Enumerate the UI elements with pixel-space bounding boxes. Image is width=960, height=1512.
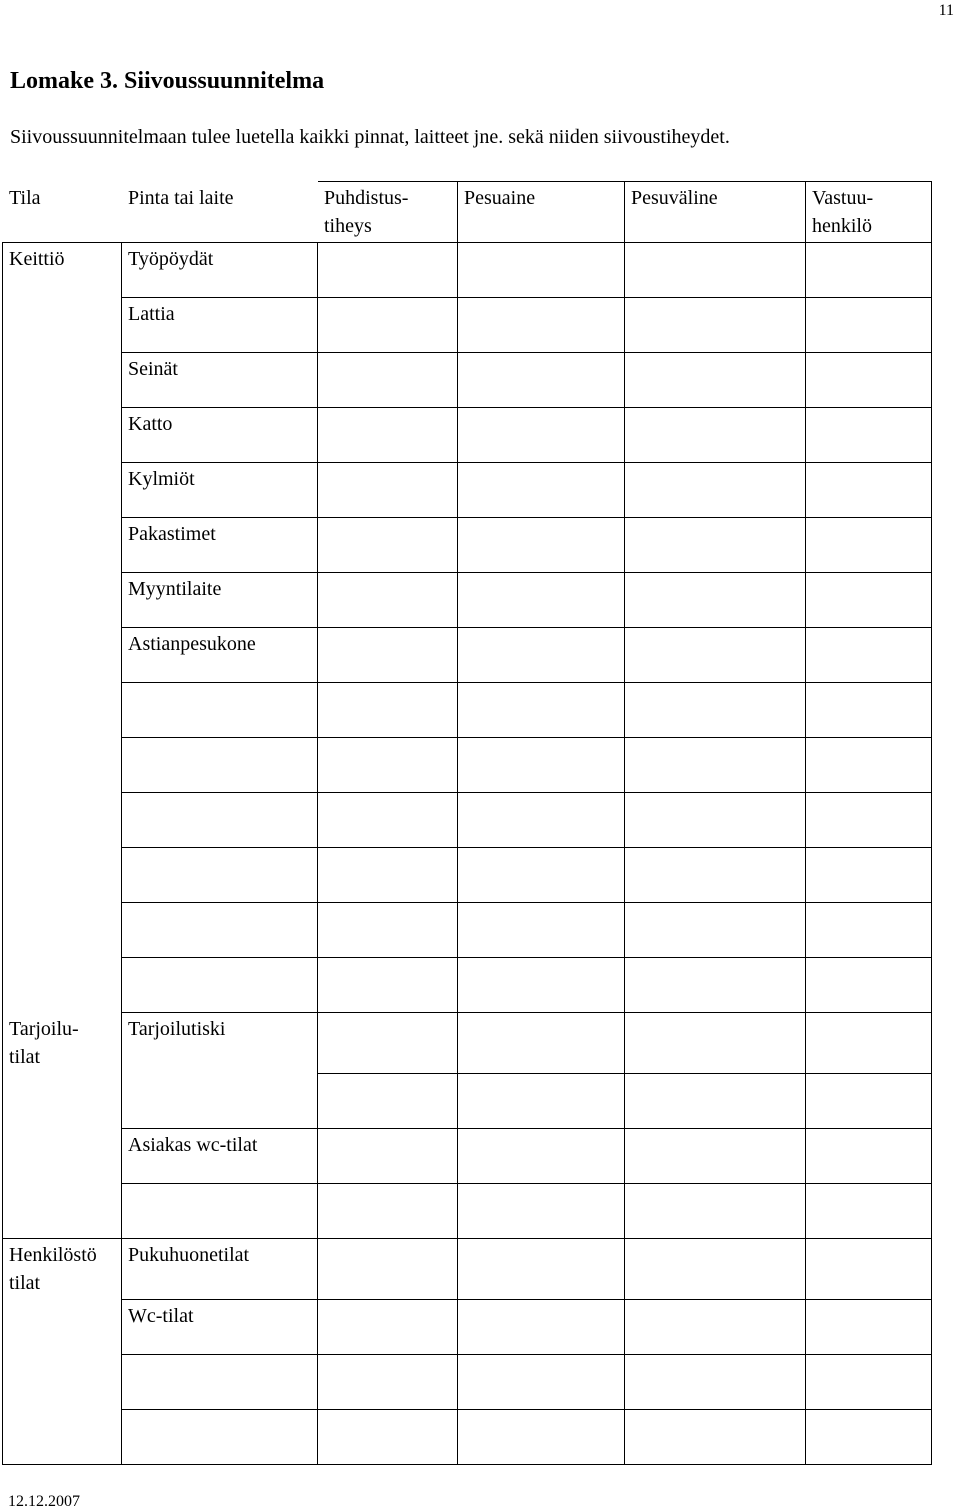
vastuuhenkilo-cell[interactable] — [806, 243, 932, 298]
pesuvaline-cell[interactable] — [625, 738, 806, 793]
tila-cell: Tarjoilu- tilat — [3, 1013, 122, 1074]
puhdistustiheys-cell[interactable] — [318, 298, 458, 353]
table-row — [3, 903, 932, 958]
puhdistustiheys-cell[interactable] — [318, 903, 458, 958]
pesuaine-cell[interactable] — [458, 1300, 625, 1355]
pesuvaline-cell[interactable] — [625, 353, 806, 408]
table-row — [3, 573, 932, 628]
vastuuhenkilo-cell[interactable] — [806, 1239, 932, 1300]
pesuaine-cell[interactable] — [458, 683, 625, 738]
pesuaine-cell[interactable] — [458, 1239, 625, 1300]
puhdistustiheys-cell[interactable] — [318, 1184, 458, 1239]
table-row — [3, 628, 932, 683]
pesuvaline-cell[interactable] — [625, 1184, 806, 1239]
pesuaine-cell[interactable] — [458, 243, 625, 298]
puhdistustiheys-cell[interactable] — [318, 1300, 458, 1355]
pesuvaline-cell[interactable] — [625, 518, 806, 573]
vastuuhenkilo-cell[interactable] — [806, 518, 932, 573]
pesuaine-cell[interactable] — [458, 463, 625, 518]
pinta-cell: Työpöydät — [122, 243, 318, 298]
vastuuhenkilo-cell[interactable] — [806, 958, 932, 1013]
pesuaine-cell[interactable] — [458, 518, 625, 573]
header-puhdistustiheys: Puhdistus- tiheys — [318, 182, 458, 243]
pesuvaline-cell[interactable] — [625, 793, 806, 848]
pinta-cell[interactable] — [122, 738, 318, 793]
puhdistustiheys-cell[interactable] — [318, 1129, 458, 1184]
vastuuhenkilo-cell[interactable] — [806, 848, 932, 903]
pinta-cell: Lattia — [122, 298, 318, 353]
footer-date: 12.12.2007 — [8, 1493, 80, 1510]
pesuvaline-cell[interactable] — [625, 958, 806, 1013]
pinta-cell: Pakastimet — [122, 518, 318, 573]
pesuaine-cell[interactable] — [458, 738, 625, 793]
table-row — [3, 793, 932, 848]
vastuuhenkilo-cell[interactable] — [806, 1300, 932, 1355]
table-row — [3, 518, 932, 573]
vastuuhenkilo-cell[interactable] — [806, 1013, 932, 1074]
table-row — [3, 958, 932, 1013]
vastuuhenkilo-cell[interactable] — [806, 903, 932, 958]
table-row — [3, 1074, 932, 1129]
vastuuhenkilo-cell[interactable] — [806, 353, 932, 408]
puhdistustiheys-cell[interactable] — [318, 793, 458, 848]
table-row — [3, 1013, 932, 1074]
puhdistustiheys-cell[interactable] — [318, 628, 458, 683]
pinta-cell[interactable] — [122, 903, 318, 958]
vastuuhenkilo-cell[interactable] — [806, 1410, 932, 1465]
pesuvaline-cell[interactable] — [625, 903, 806, 958]
pesuaine-cell[interactable] — [458, 1129, 625, 1184]
header-vastuuhenkilo: Vastuu- henkilö — [806, 182, 932, 243]
puhdistustiheys-cell[interactable] — [318, 738, 458, 793]
header-tila: Tila — [3, 182, 122, 243]
pesuaine-cell[interactable] — [458, 1074, 625, 1129]
pinta-cell: Kylmiöt — [122, 463, 318, 518]
pinta-cell: Asiakas wc-tilat — [122, 1129, 318, 1184]
pesuvaline-cell[interactable] — [625, 683, 806, 738]
pinta-cell[interactable] — [122, 683, 318, 738]
table-row — [3, 738, 932, 793]
vastuuhenkilo-cell[interactable] — [806, 793, 932, 848]
table-row — [3, 353, 932, 408]
vastuuhenkilo-cell[interactable] — [806, 738, 932, 793]
pesuvaline-cell[interactable] — [625, 1129, 806, 1184]
pesuaine-cell[interactable] — [458, 353, 625, 408]
table-row — [3, 298, 932, 353]
pesuvaline-cell[interactable] — [625, 848, 806, 903]
vastuuhenkilo-cell[interactable] — [806, 1355, 932, 1410]
pesuaine-cell[interactable] — [458, 848, 625, 903]
pesuvaline-cell[interactable] — [625, 408, 806, 463]
pinta-cell: Seinät — [122, 353, 318, 408]
table-row — [3, 1184, 932, 1239]
table-header-row — [3, 182, 932, 243]
pesuaine-cell[interactable] — [458, 628, 625, 683]
puhdistustiheys-cell[interactable] — [318, 518, 458, 573]
table-row — [3, 683, 932, 738]
vastuuhenkilo-cell[interactable] — [806, 573, 932, 628]
table-row — [3, 1129, 932, 1184]
tila-cell: Keittiö — [3, 243, 122, 298]
table-row — [3, 848, 932, 903]
pesuvaline-cell[interactable] — [625, 628, 806, 683]
pesuvaline-cell[interactable] — [625, 243, 806, 298]
vastuuhenkilo-cell[interactable] — [806, 408, 932, 463]
vastuuhenkilo-cell[interactable] — [806, 1074, 932, 1129]
pesuvaline-cell[interactable] — [625, 1074, 806, 1129]
header-pesuaine: Pesuaine — [458, 182, 625, 243]
vastuuhenkilo-cell[interactable] — [806, 1184, 932, 1239]
intro-text: Siivoussuunnitelmaan tulee luetella kaikki pinnat, laitteet jne. sekä niiden siivoustiheydet. — [10, 126, 730, 148]
table-row — [3, 243, 932, 298]
pesuaine-cell[interactable] — [458, 298, 625, 353]
pinta-cell: Wc-tilat — [122, 1300, 318, 1355]
table-row — [3, 1410, 932, 1465]
table-row — [3, 1355, 932, 1410]
cleaning-plan-table — [2, 181, 932, 1465]
puhdistustiheys-cell[interactable] — [318, 353, 458, 408]
pesuvaline-cell[interactable] — [625, 573, 806, 628]
puhdistustiheys-cell[interactable] — [318, 1074, 458, 1129]
puhdistustiheys-cell[interactable] — [318, 683, 458, 738]
pesuaine-cell[interactable] — [458, 1184, 625, 1239]
pesuaine-cell[interactable] — [458, 958, 625, 1013]
pesuvaline-cell[interactable] — [625, 463, 806, 518]
puhdistustiheys-cell[interactable] — [318, 1355, 458, 1410]
pesuvaline-cell[interactable] — [625, 1239, 806, 1300]
pinta-cell: Pukuhuonetilat — [122, 1239, 318, 1300]
vastuuhenkilo-cell[interactable] — [806, 628, 932, 683]
puhdistustiheys-cell[interactable] — [318, 573, 458, 628]
pinta-cell[interactable] — [122, 1184, 318, 1239]
vastuuhenkilo-cell[interactable] — [806, 683, 932, 738]
pesuvaline-cell[interactable] — [625, 298, 806, 353]
vastuuhenkilo-cell[interactable] — [806, 1129, 932, 1184]
tila-cell: Henkilöstö tilat — [3, 1239, 122, 1300]
pinta-cell[interactable] — [122, 793, 318, 848]
pinta-cell[interactable] — [122, 958, 318, 1013]
puhdistustiheys-cell[interactable] — [318, 408, 458, 463]
vastuuhenkilo-cell[interactable] — [806, 298, 932, 353]
table-row — [3, 463, 932, 518]
pinta-cell[interactable] — [122, 1355, 318, 1410]
header-pesuvaline: Pesuväline — [625, 182, 806, 243]
puhdistustiheys-cell[interactable] — [318, 463, 458, 518]
vastuuhenkilo-cell[interactable] — [806, 463, 932, 518]
pesuaine-cell[interactable] — [458, 903, 625, 958]
pesuvaline-cell[interactable] — [625, 1300, 806, 1355]
puhdistustiheys-cell[interactable] — [318, 848, 458, 903]
pesuvaline-cell[interactable] — [625, 1410, 806, 1465]
pesuaine-cell[interactable] — [458, 1355, 625, 1410]
pesuvaline-cell[interactable] — [625, 1013, 806, 1074]
table-row — [3, 408, 932, 463]
pinta-cell[interactable] — [122, 1410, 318, 1465]
pinta-cell: Tarjoilutiski — [122, 1013, 318, 1074]
puhdistustiheys-cell[interactable] — [318, 1410, 458, 1465]
table-row — [3, 1239, 932, 1300]
pesuaine-cell[interactable] — [458, 408, 625, 463]
puhdistustiheys-cell[interactable] — [318, 958, 458, 1013]
puhdistustiheys-cell[interactable] — [318, 1239, 458, 1300]
pesuaine-cell[interactable] — [458, 793, 625, 848]
header-pinta: Pinta tai laite — [122, 182, 318, 243]
pinta-cell: Astianpesukone — [122, 628, 318, 683]
pesuaine-cell[interactable] — [458, 573, 625, 628]
puhdistustiheys-cell[interactable] — [318, 1013, 458, 1074]
puhdistustiheys-cell[interactable] — [318, 243, 458, 298]
pesuaine-cell[interactable] — [458, 1013, 625, 1074]
pesuvaline-cell[interactable] — [625, 1355, 806, 1410]
page-number: 11 — [938, 2, 954, 19]
pesuaine-cell[interactable] — [458, 1410, 625, 1465]
pinta-cell: Katto — [122, 408, 318, 463]
pinta-cell: Myyntilaite — [122, 573, 318, 628]
pinta-cell[interactable] — [122, 848, 318, 903]
table-row — [3, 1300, 932, 1355]
form-title: Lomake 3. Siivoussuunnitelma — [10, 68, 325, 94]
